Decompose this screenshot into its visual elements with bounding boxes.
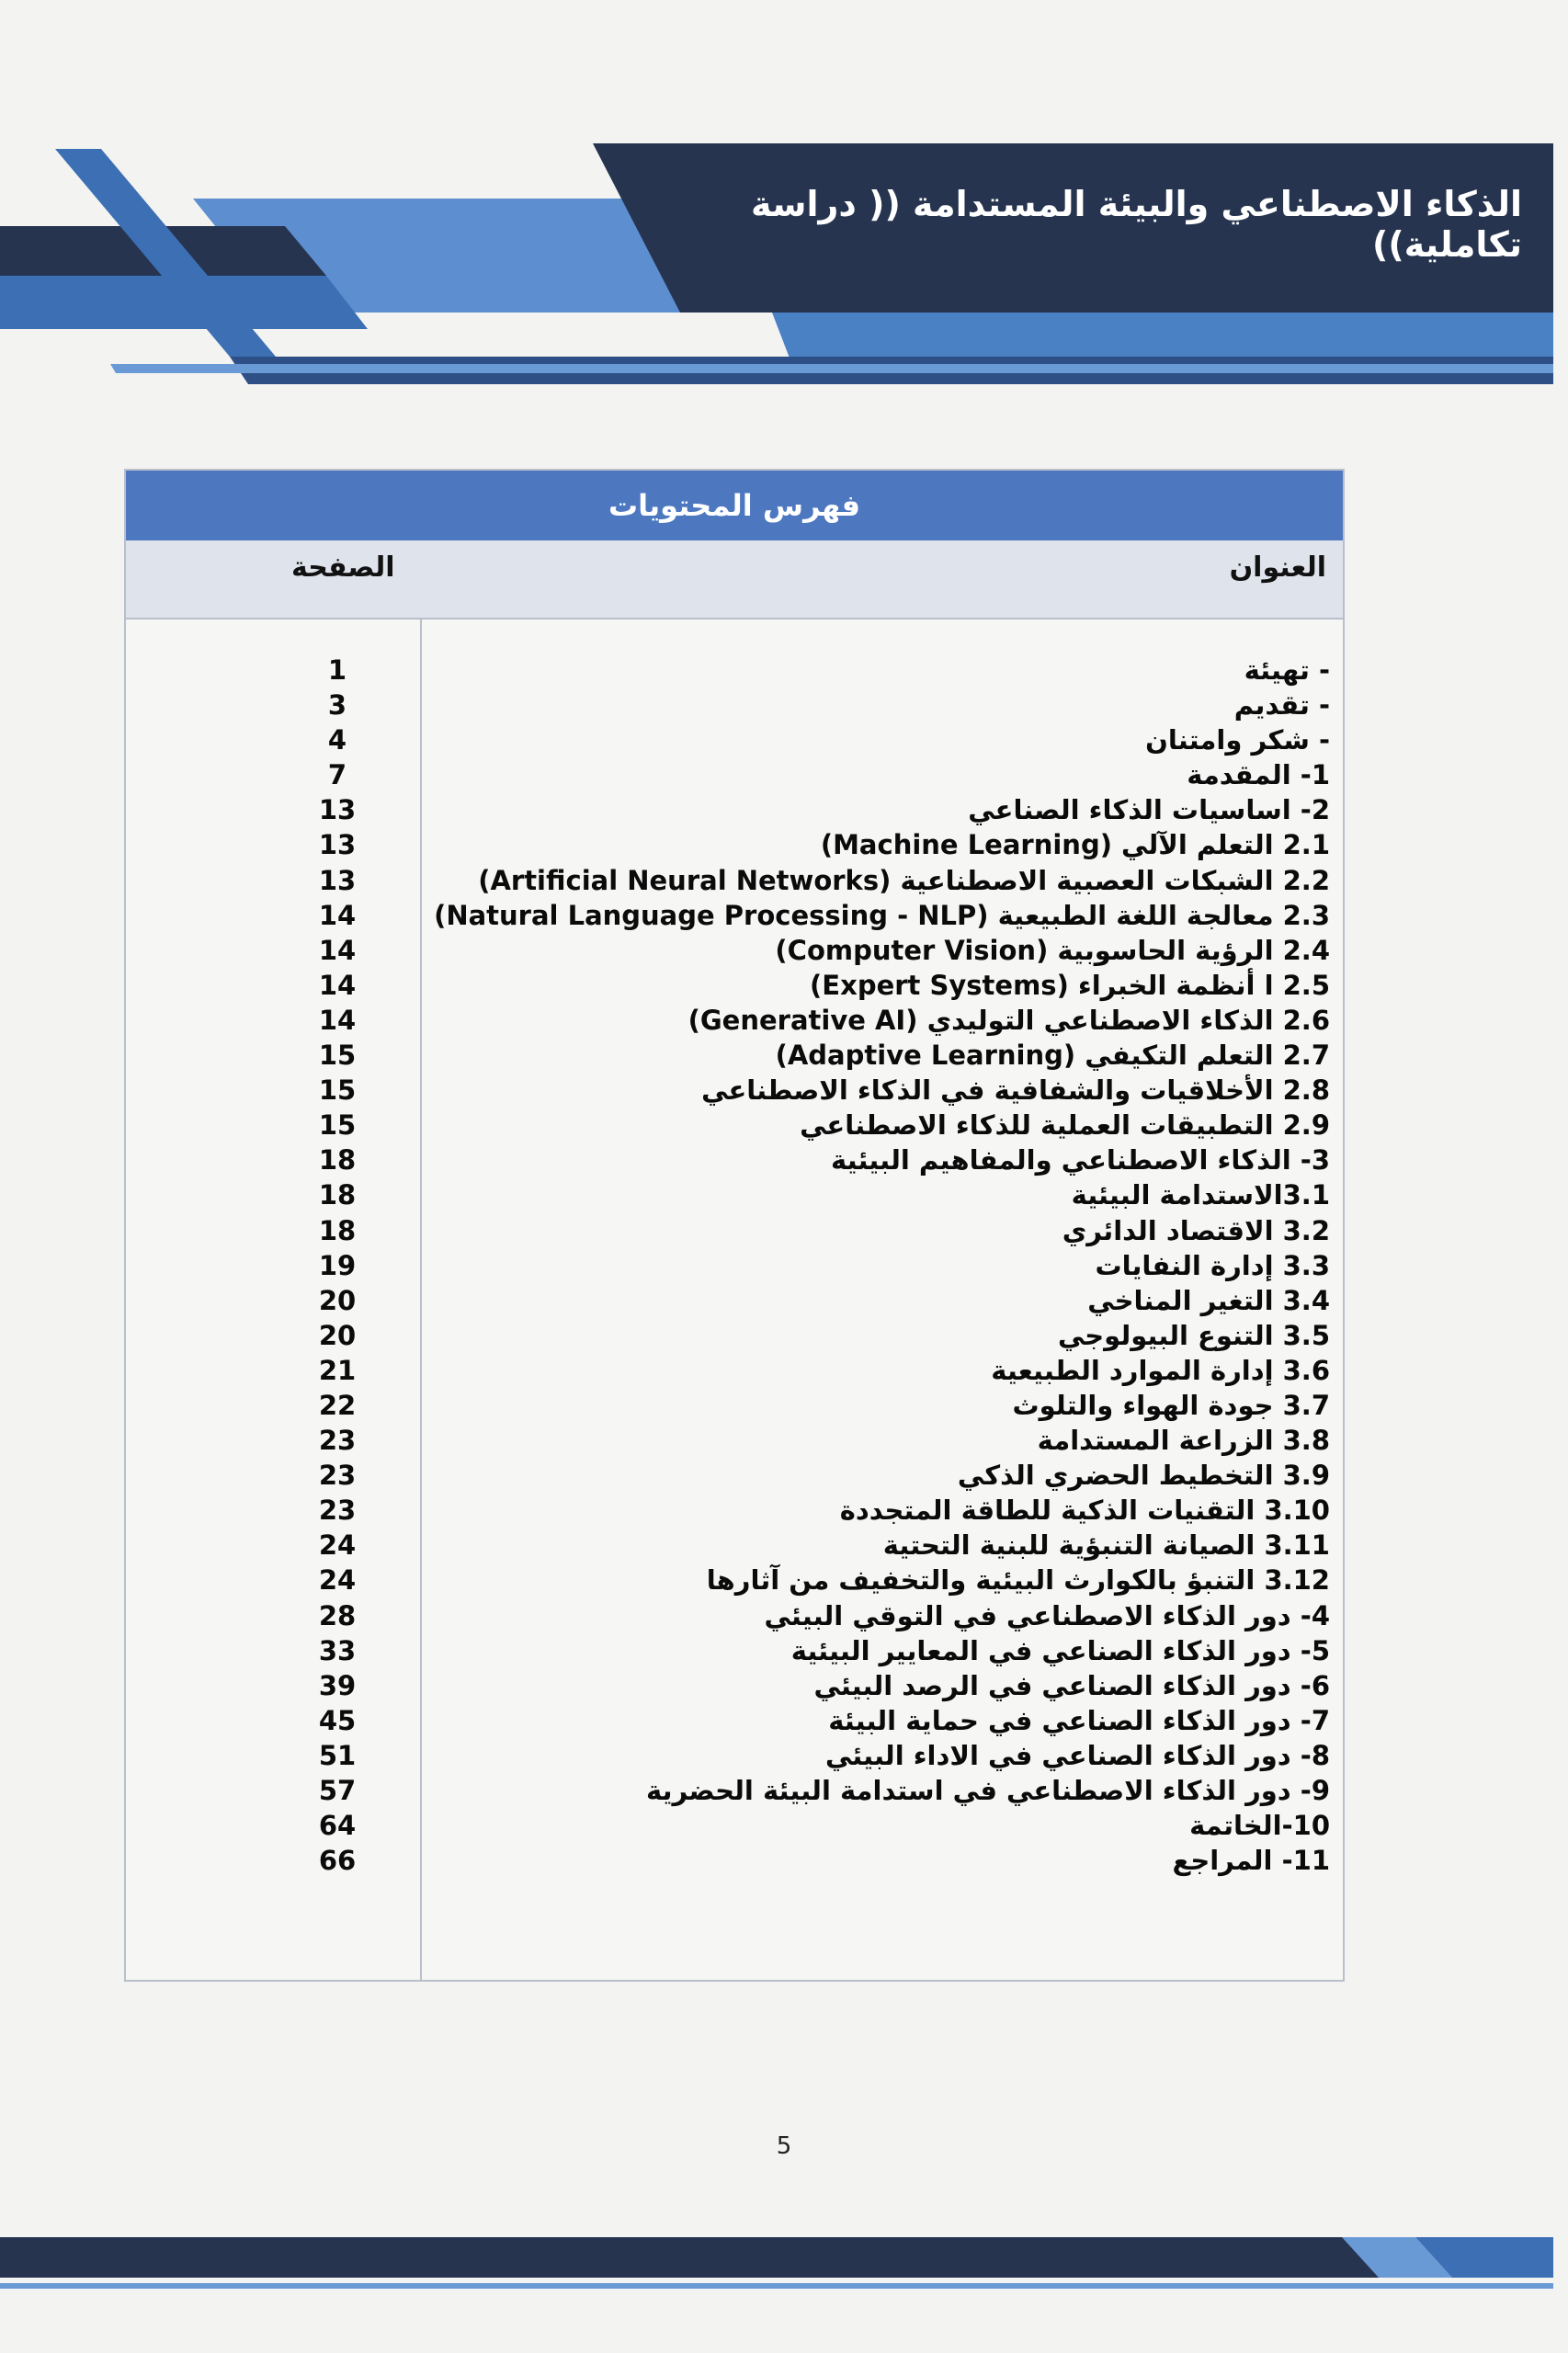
toc-entry-title: 3.7 جودة الهواء والتلوث [1012,1389,1330,1421]
toc-entry-page: 7 [327,759,347,791]
toc-row [126,1633,1343,1668]
toc-entry-page: 14 [318,934,357,966]
toc-entry-title: 3.5 التنوع البيولوجي [1057,1319,1330,1351]
toc-entry-title: 2.4 الرؤية الحاسوبية (Computer Vision) [775,934,1330,966]
toc-entry-title: 3.12 التنبؤ بالكوارث البيئية والتخفيف من آثارها [706,1564,1330,1597]
toc-row [126,863,1343,898]
table-of-contents [124,469,1345,1982]
toc-entry-title: - تهيئة [1244,654,1330,686]
toc-entry-title: 3.9 التخطيط الحضري الذكي [957,1460,1330,1492]
toc-row [126,792,1343,827]
toc-row [126,1423,1343,1458]
toc-row [126,1388,1343,1423]
toc-entry-title: 2- اساسيات الذكاء الصناعي [968,794,1330,826]
toc-row [126,1458,1343,1493]
toc-row [126,1177,1343,1212]
toc-row [126,1528,1343,1563]
toc-row [126,1353,1343,1388]
toc-entry-title: 3.3 إدارة النفايات [1095,1249,1330,1281]
toc-row [126,968,1343,1003]
toc-entry-page: 20 [318,1319,357,1351]
toc-row [126,1108,1343,1142]
toc-entry-title: 3- الذكاء الاصطناعي والمفاهيم البيئية [831,1144,1330,1176]
column-header-title: العنوان [1229,551,1326,584]
toc-entry-title: 2.5 ا أنظمة الخبراء (Expert Systems) [810,969,1330,1001]
toc-entry-title: 3.2 الاقتصاد الدائري [1062,1214,1330,1246]
toc-row [126,1283,1343,1318]
toc-entry-page: 45 [318,1704,357,1736]
toc-entry-title: - تقديم [1233,689,1330,722]
toc-entry-title: 2.1 التعلم الآلي (Machine Learning) [820,829,1330,861]
toc-entry-page: 15 [318,1109,357,1142]
toc-entry-page: 4 [327,724,347,756]
toc-entry-title: 8- دور الذكاء الصناعي في الاداء البيئي [824,1739,1330,1771]
toc-row [126,1038,1343,1073]
footer-thin-line [0,2283,1553,2289]
toc-entry-title: 6- دور الذكاء الصناعي في الرصد البيئي [813,1669,1330,1701]
toc-entry-page: 28 [318,1599,357,1631]
toc-entry-page: 19 [318,1249,357,1281]
header-banner [0,138,1568,404]
toc-entry-page: 51 [318,1739,357,1771]
toc-entry-title: 3.10 التقنيات الذكية للطاقة المتجددة [839,1495,1330,1527]
toc-entry-title: 2.7 التعلم التكيفي (Adaptive Learning) [775,1040,1330,1072]
toc-row [126,1703,1343,1738]
toc-entry-title: - شكر وامتنان [1145,724,1330,756]
toc-entry-title: 3.11 الصيانة التنبؤية للبنية التحتية [882,1529,1330,1562]
toc-entry-page: 13 [318,864,357,896]
toc-row [126,1142,1343,1177]
toc-entry-page: 14 [318,899,357,931]
toc-row [126,1738,1343,1773]
toc-entry-page: 23 [318,1460,357,1492]
toc-row [126,1668,1343,1703]
toc-entry-title: 7- دور الذكاء الصناعي في حماية البيئة [828,1704,1330,1736]
toc-entry-title: 2.8 الأخلاقيات والشفافية في الذكاء الاصطناعي [701,1074,1330,1107]
toc-row [126,1318,1343,1353]
document-running-title: الذكاء الاصطناعي والبيئة المستدامة (( دراسة تكاملية)) [751,184,1522,265]
toc-entry-page: 39 [318,1669,357,1701]
toc-entry-title: 5- دور الذكاء الصناعي في المعايير البيئية [790,1634,1330,1666]
banner-thin-accent [110,364,1553,373]
toc-entry-page: 3 [327,689,347,722]
toc-entry-title: 10-الخاتمة [1189,1810,1330,1842]
toc-entry-title: 2.2 الشبكات العصبية الاصطناعية (Artificial Neural Networks) [478,864,1330,896]
toc-entry-page: 33 [318,1634,357,1666]
toc-entry-page: 23 [318,1425,357,1457]
toc-entry-page: 64 [318,1810,357,1842]
toc-entry-title: 3.6 إدارة الموارد الطبيعية [991,1354,1330,1386]
toc-entry-page: 22 [318,1389,357,1421]
toc-entry-page: 18 [318,1144,357,1176]
toc-entry-title: 11- المراجع [1172,1845,1330,1877]
toc-entry-page: 24 [318,1564,357,1597]
toc-entry-title: 3.1الاستدامة البيئية [1071,1179,1330,1211]
toc-row [126,1563,1343,1597]
toc-entry-page: 20 [318,1284,357,1316]
column-header-page: الصفحة [291,551,395,584]
toc-row [126,1073,1343,1108]
toc-entry-page: 18 [318,1179,357,1211]
toc-entry-list [126,653,1343,1878]
toc-entry-page: 57 [318,1775,357,1806]
toc-entry-title: 1- المقدمة [1187,759,1330,791]
toc-entry-page: 23 [318,1495,357,1527]
toc-entry-title: 4- دور الذكاء الاصطناعي في التوقي البيئي [764,1599,1330,1631]
toc-entry-page: 21 [318,1354,357,1386]
toc-row [126,1598,1343,1633]
toc-row [126,1003,1343,1038]
toc-row [126,827,1343,862]
toc-row [126,1493,1343,1528]
toc-row [126,1213,1343,1248]
toc-entry-title: 9- دور الذكاء الاصطناعي في استدامة البيئة الحضرية [646,1775,1330,1806]
toc-entry-page: 13 [318,829,357,861]
toc-row [126,757,1343,792]
toc-row [126,653,1343,688]
toc-entry-page: 15 [318,1074,357,1107]
footer-banner [0,2224,1568,2307]
toc-entry-title: 3.8 الزراعة المستدامة [1037,1425,1330,1457]
toc-entry-page: 24 [318,1529,357,1562]
toc-entry-page: 18 [318,1214,357,1246]
toc-row [126,1843,1343,1878]
toc-row [126,898,1343,933]
toc-entry-title: 2.9 التطبيقات العملية للذكاء الاصطناعي [800,1109,1330,1142]
toc-entry-page: 14 [318,1004,357,1036]
toc-row [126,1808,1343,1843]
toc-row [126,933,1343,968]
toc-entry-page: 13 [318,794,357,826]
toc-entry-page: 14 [318,969,357,1001]
toc-row [126,1773,1343,1808]
toc-entry-page: 15 [318,1040,357,1072]
toc-entry-title: 2.6 الذكاء الاصطناعي التوليدي (Generative AI) [687,1004,1330,1036]
toc-heading: فهرس المحتويات [608,488,861,523]
toc-entry-page: 66 [318,1845,357,1877]
toc-entry-title: 3.4 التغير المناخي [1087,1284,1330,1316]
toc-entry-page: 1 [327,654,347,686]
page-number: 5 [776,2132,792,2160]
footer-dark-bar [0,2237,1388,2278]
toc-row [126,688,1343,722]
toc-entry-title: 2.3 معالجة اللغة الطبيعية (Natural Language Processing - NLP) [434,899,1330,931]
toc-row [126,722,1343,757]
toc-row [126,1248,1343,1283]
banner-mid-blue-bar [772,313,1553,360]
